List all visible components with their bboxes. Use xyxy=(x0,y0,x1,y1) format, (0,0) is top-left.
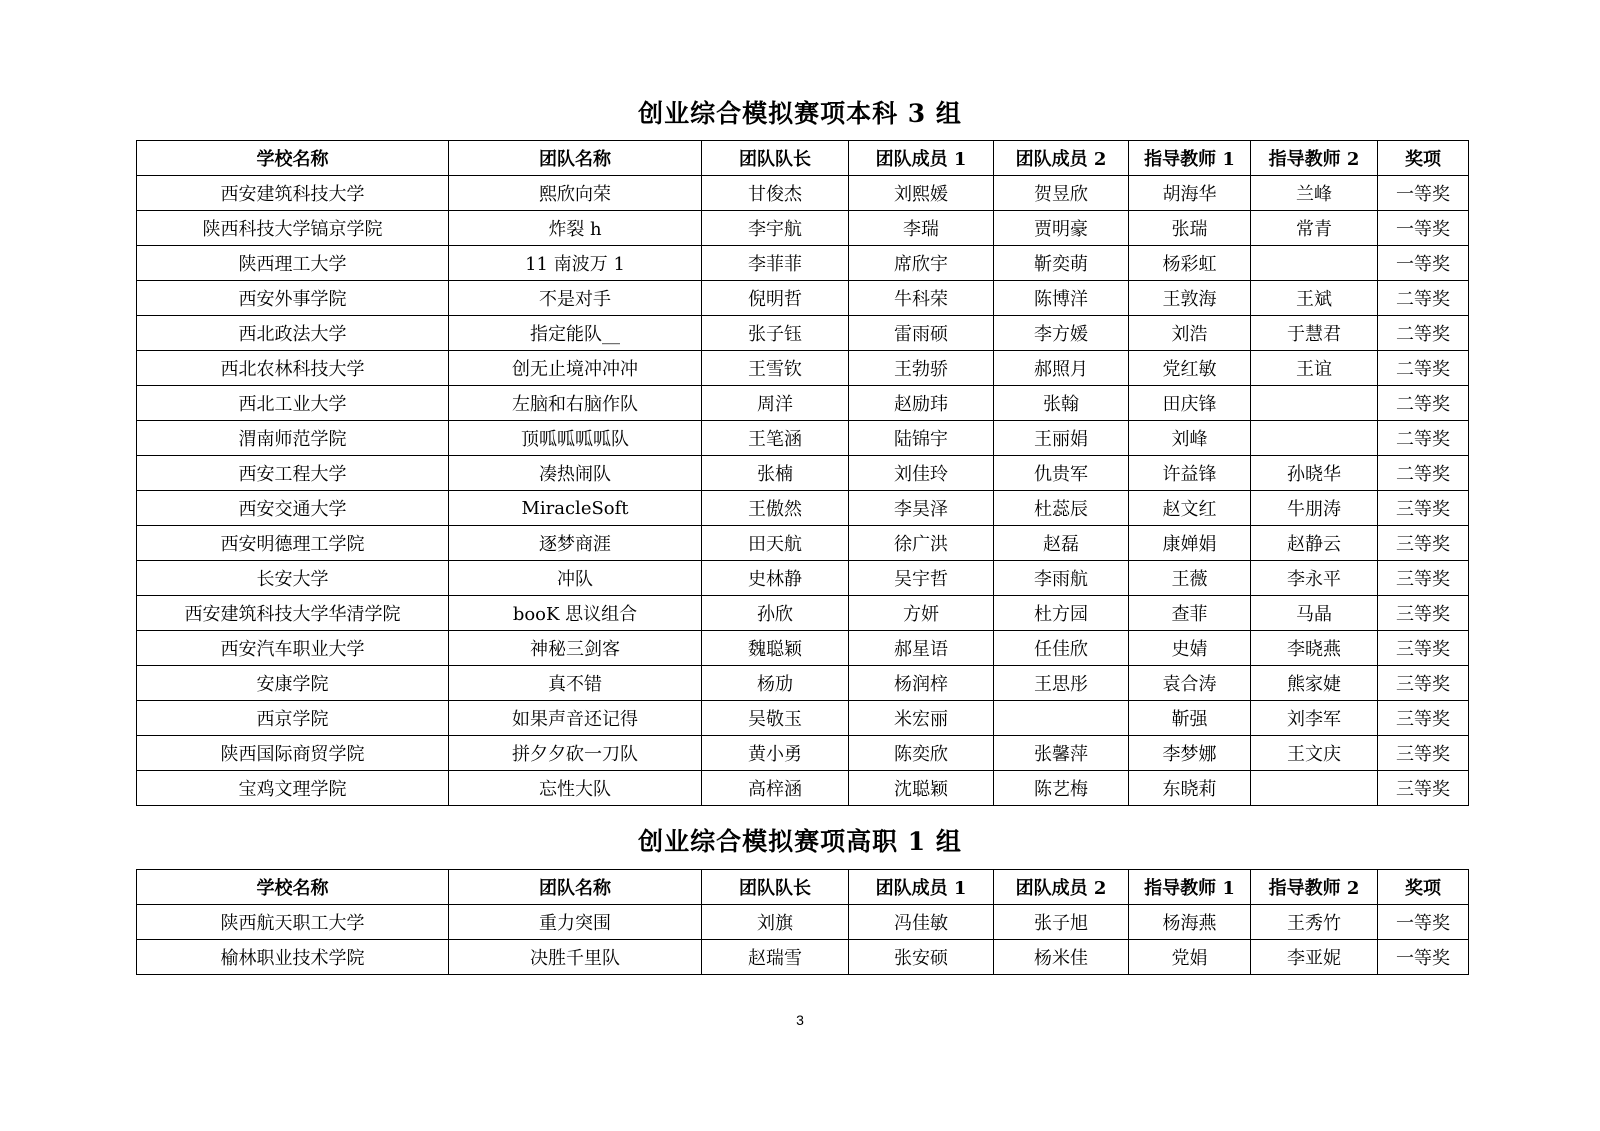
cell-member2: 仇贵军 xyxy=(994,456,1129,491)
col-header-award: 奖项 xyxy=(1378,870,1469,905)
cell-member2: 王思彤 xyxy=(994,666,1129,701)
cell-advisor1: 许益锋 xyxy=(1129,456,1251,491)
cell-member2: 杜方园 xyxy=(994,596,1129,631)
cell-captain: 甘俊杰 xyxy=(702,176,849,211)
cell-school: 陕西航天职工大学 xyxy=(137,905,449,940)
cell-team: 拼夕夕砍一刀队 xyxy=(449,736,702,771)
cell-award: 一等奖 xyxy=(1378,246,1469,281)
cell-member1: 米宏丽 xyxy=(849,701,994,736)
col-header-school: 学校名称 xyxy=(137,141,449,176)
col-header-member1: 团队成员 1 xyxy=(849,141,994,176)
cell-advisor2: 王秀竹 xyxy=(1251,905,1378,940)
section-title-undergrad: 创业综合模拟赛项本科 3 组 xyxy=(638,99,962,128)
col-header-captain: 团队队长 xyxy=(702,141,849,176)
cell-advisor2: 刘李军 xyxy=(1251,701,1378,736)
cell-advisor2 xyxy=(1251,386,1378,421)
cell-member2: 陈艺梅 xyxy=(994,771,1129,806)
cell-advisor1: 康婵娟 xyxy=(1129,526,1251,561)
cell-school: 西安建筑科技大学 xyxy=(137,176,449,211)
cell-member2: 贺昱欣 xyxy=(994,176,1129,211)
cell-advisor1: 杨海燕 xyxy=(1129,905,1251,940)
cell-captain: 王雪钦 xyxy=(702,351,849,386)
col-header-advisor2: 指导教师 2 xyxy=(1251,870,1378,905)
cell-member2: 郝照月 xyxy=(994,351,1129,386)
cell-award: 一等奖 xyxy=(1378,940,1469,975)
cell-member2 xyxy=(994,701,1129,736)
cell-team: 炸裂 h xyxy=(449,211,702,246)
cell-school: 榆林职业技术学院 xyxy=(137,940,449,975)
cell-team: 创无止境冲冲冲 xyxy=(449,351,702,386)
col-header-school: 学校名称 xyxy=(137,870,449,905)
cell-team: 顶呱呱呱呱队 xyxy=(449,421,702,456)
cell-advisor1: 东晓莉 xyxy=(1129,771,1251,806)
cell-school: 宝鸡文理学院 xyxy=(137,771,449,806)
table-row xyxy=(137,631,1469,666)
results-table-vocational xyxy=(136,869,1469,975)
cell-captain: 张楠 xyxy=(702,456,849,491)
cell-school: 西安外事学院 xyxy=(137,281,449,316)
table-body xyxy=(137,176,1469,806)
cell-award: 三等奖 xyxy=(1378,771,1469,806)
cell-advisor2: 马晶 xyxy=(1251,596,1378,631)
table-row xyxy=(137,211,1469,246)
cell-captain: 杨劢 xyxy=(702,666,849,701)
cell-team: 11 南波万 1 xyxy=(449,246,702,281)
cell-school: 西安工程大学 xyxy=(137,456,449,491)
cell-team: 真不错 xyxy=(449,666,702,701)
cell-member1: 赵励玮 xyxy=(849,386,994,421)
cell-member1: 牛科荣 xyxy=(849,281,994,316)
table-row xyxy=(137,701,1469,736)
cell-advisor1: 王薇 xyxy=(1129,561,1251,596)
header-row xyxy=(137,870,1469,905)
cell-award: 二等奖 xyxy=(1378,316,1469,351)
table-row xyxy=(137,281,1469,316)
cell-school: 西北工业大学 xyxy=(137,386,449,421)
cell-advisor2: 常青 xyxy=(1251,211,1378,246)
cell-advisor1: 张瑞 xyxy=(1129,211,1251,246)
cell-school: 安康学院 xyxy=(137,666,449,701)
cell-captain: 田天航 xyxy=(702,526,849,561)
table-row xyxy=(137,386,1469,421)
table-row xyxy=(137,421,1469,456)
cell-advisor2: 李晓燕 xyxy=(1251,631,1378,666)
cell-advisor1: 查菲 xyxy=(1129,596,1251,631)
cell-award: 三等奖 xyxy=(1378,666,1469,701)
cell-member1: 徐广洪 xyxy=(849,526,994,561)
cell-advisor2 xyxy=(1251,246,1378,281)
col-header-advisor1: 指导教师 1 xyxy=(1129,870,1251,905)
table-row xyxy=(137,316,1469,351)
table-row xyxy=(137,526,1469,561)
cell-team: 熙欣向荣 xyxy=(449,176,702,211)
cell-member2: 陈博洋 xyxy=(994,281,1129,316)
cell-school: 西安明德理工学院 xyxy=(137,526,449,561)
cell-member2: 张馨萍 xyxy=(994,736,1129,771)
cell-award: 二等奖 xyxy=(1378,421,1469,456)
cell-advisor1: 史婧 xyxy=(1129,631,1251,666)
cell-member2: 赵磊 xyxy=(994,526,1129,561)
cell-team: booK 思议组合 xyxy=(449,596,702,631)
col-header-member1: 团队成员 1 xyxy=(849,870,994,905)
cell-member1: 冯佳敏 xyxy=(849,905,994,940)
cell-member2: 贾明豪 xyxy=(994,211,1129,246)
cell-advisor2: 李亚妮 xyxy=(1251,940,1378,975)
cell-school: 西北政法大学 xyxy=(137,316,449,351)
cell-team: MiracleSoft xyxy=(449,491,702,526)
cell-member1: 席欣宇 xyxy=(849,246,994,281)
col-header-award: 奖项 xyxy=(1378,141,1469,176)
cell-team: 忘性大队 xyxy=(449,771,702,806)
cell-advisor1: 靳强 xyxy=(1129,701,1251,736)
table-row xyxy=(137,596,1469,631)
cell-award: 二等奖 xyxy=(1378,281,1469,316)
cell-school: 陕西国际商贸学院 xyxy=(137,736,449,771)
cell-member2: 李雨航 xyxy=(994,561,1129,596)
cell-award: 二等奖 xyxy=(1378,386,1469,421)
cell-award: 三等奖 xyxy=(1378,526,1469,561)
cell-award: 一等奖 xyxy=(1378,176,1469,211)
cell-school: 陕西理工大学 xyxy=(137,246,449,281)
cell-team: 神秘三剑客 xyxy=(449,631,702,666)
cell-advisor2 xyxy=(1251,421,1378,456)
cell-award: 三等奖 xyxy=(1378,701,1469,736)
cell-award: 一等奖 xyxy=(1378,211,1469,246)
cell-captain: 赵瑞雪 xyxy=(702,940,849,975)
cell-award: 三等奖 xyxy=(1378,561,1469,596)
cell-team: 重力突围 xyxy=(449,905,702,940)
cell-captain: 李宇航 xyxy=(702,211,849,246)
cell-captain: 王傲然 xyxy=(702,491,849,526)
section-title-vocational: 创业综合模拟赛项高职 1 组 xyxy=(638,827,962,856)
cell-advisor2: 兰峰 xyxy=(1251,176,1378,211)
cell-award: 二等奖 xyxy=(1378,456,1469,491)
cell-member1: 吴宇哲 xyxy=(849,561,994,596)
cell-captain: 孙欣 xyxy=(702,596,849,631)
cell-advisor1: 王敦海 xyxy=(1129,281,1251,316)
cell-captain: 周洋 xyxy=(702,386,849,421)
cell-captain: 吴敬玉 xyxy=(702,701,849,736)
cell-award: 一等奖 xyxy=(1378,905,1469,940)
cell-member1: 陆锦宇 xyxy=(849,421,994,456)
cell-member1: 雷雨硕 xyxy=(849,316,994,351)
cell-advisor1: 袁合涛 xyxy=(1129,666,1251,701)
results-table-undergrad xyxy=(136,140,1469,806)
table-row xyxy=(137,491,1469,526)
cell-school: 长安大学 xyxy=(137,561,449,596)
page-number: 3 xyxy=(796,1012,804,1028)
cell-advisor2: 熊家婕 xyxy=(1251,666,1378,701)
table-row xyxy=(137,456,1469,491)
cell-member2: 李方媛 xyxy=(994,316,1129,351)
cell-school: 渭南师范学院 xyxy=(137,421,449,456)
cell-captain: 李菲菲 xyxy=(702,246,849,281)
cell-school: 西北农林科技大学 xyxy=(137,351,449,386)
cell-captain: 倪明哲 xyxy=(702,281,849,316)
cell-award: 三等奖 xyxy=(1378,631,1469,666)
cell-member2: 张翰 xyxy=(994,386,1129,421)
cell-member1: 李昊泽 xyxy=(849,491,994,526)
cell-advisor1: 胡海华 xyxy=(1129,176,1251,211)
cell-advisor1: 田庆锋 xyxy=(1129,386,1251,421)
table-row xyxy=(137,351,1469,386)
cell-advisor1: 党红敏 xyxy=(1129,351,1251,386)
col-header-advisor1: 指导教师 1 xyxy=(1129,141,1251,176)
cell-member1: 李瑞 xyxy=(849,211,994,246)
cell-member2: 杜蕊辰 xyxy=(994,491,1129,526)
cell-advisor2: 赵静云 xyxy=(1251,526,1378,561)
table-row xyxy=(137,940,1469,975)
cell-member1: 杨润梓 xyxy=(849,666,994,701)
cell-member1: 陈奕欣 xyxy=(849,736,994,771)
cell-captain: 张子钰 xyxy=(702,316,849,351)
cell-member1: 张安硕 xyxy=(849,940,994,975)
col-header-member2: 团队成员 2 xyxy=(994,870,1129,905)
table-row xyxy=(137,736,1469,771)
cell-advisor2: 王谊 xyxy=(1251,351,1378,386)
cell-member1: 刘熙媛 xyxy=(849,176,994,211)
cell-member2: 任佳欣 xyxy=(994,631,1129,666)
cell-advisor2: 王斌 xyxy=(1251,281,1378,316)
cell-team: 指定能队__ xyxy=(449,316,702,351)
cell-school: 西京学院 xyxy=(137,701,449,736)
cell-award: 三等奖 xyxy=(1378,491,1469,526)
cell-member1: 沈聪颖 xyxy=(849,771,994,806)
col-header-team: 团队名称 xyxy=(449,141,702,176)
cell-member2: 靳奕萌 xyxy=(994,246,1129,281)
col-header-captain: 团队队长 xyxy=(702,870,849,905)
cell-team: 逐梦商涯 xyxy=(449,526,702,561)
cell-member2: 王丽娟 xyxy=(994,421,1129,456)
cell-advisor2: 李永平 xyxy=(1251,561,1378,596)
cell-advisor2: 王文庆 xyxy=(1251,736,1378,771)
cell-advisor1: 刘浩 xyxy=(1129,316,1251,351)
cell-member2: 张子旭 xyxy=(994,905,1129,940)
table-row xyxy=(137,176,1469,211)
cell-member2: 杨米佳 xyxy=(994,940,1129,975)
cell-team: 左脑和右脑作队 xyxy=(449,386,702,421)
col-header-member2: 团队成员 2 xyxy=(994,141,1129,176)
table-row xyxy=(137,666,1469,701)
table-row xyxy=(137,246,1469,281)
cell-team: 不是对手 xyxy=(449,281,702,316)
table-row xyxy=(137,905,1469,940)
cell-advisor1: 刘峰 xyxy=(1129,421,1251,456)
cell-member1: 刘佳玲 xyxy=(849,456,994,491)
cell-team: 冲队 xyxy=(449,561,702,596)
cell-school: 西安建筑科技大学华清学院 xyxy=(137,596,449,631)
cell-advisor2: 孙晓华 xyxy=(1251,456,1378,491)
header-row xyxy=(137,141,1469,176)
cell-captain: 史林静 xyxy=(702,561,849,596)
cell-advisor2 xyxy=(1251,771,1378,806)
col-header-advisor2: 指导教师 2 xyxy=(1251,141,1378,176)
cell-member1: 王勃骄 xyxy=(849,351,994,386)
table-row xyxy=(137,771,1469,806)
cell-advisor2: 牛朋涛 xyxy=(1251,491,1378,526)
cell-advisor1: 党娟 xyxy=(1129,940,1251,975)
cell-captain: 刘旗 xyxy=(702,905,849,940)
cell-captain: 王笔涵 xyxy=(702,421,849,456)
cell-member1: 方妍 xyxy=(849,596,994,631)
col-header-team: 团队名称 xyxy=(449,870,702,905)
cell-award: 三等奖 xyxy=(1378,736,1469,771)
cell-member1: 郝星语 xyxy=(849,631,994,666)
cell-school: 西安交通大学 xyxy=(137,491,449,526)
cell-school: 西安汽车职业大学 xyxy=(137,631,449,666)
cell-team: 如果声音还记得 xyxy=(449,701,702,736)
cell-advisor1: 李梦娜 xyxy=(1129,736,1251,771)
cell-captain: 高梓涵 xyxy=(702,771,849,806)
cell-captain: 黄小勇 xyxy=(702,736,849,771)
cell-captain: 魏聪颖 xyxy=(702,631,849,666)
table-body xyxy=(137,905,1469,975)
cell-team: 决胜千里队 xyxy=(449,940,702,975)
cell-school: 陕西科技大学镐京学院 xyxy=(137,211,449,246)
cell-award: 二等奖 xyxy=(1378,351,1469,386)
cell-advisor2: 于慧君 xyxy=(1251,316,1378,351)
table-row xyxy=(137,561,1469,596)
cell-award: 三等奖 xyxy=(1378,596,1469,631)
cell-team: 凑热闹队 xyxy=(449,456,702,491)
cell-advisor1: 杨彩虹 xyxy=(1129,246,1251,281)
cell-advisor1: 赵文红 xyxy=(1129,491,1251,526)
